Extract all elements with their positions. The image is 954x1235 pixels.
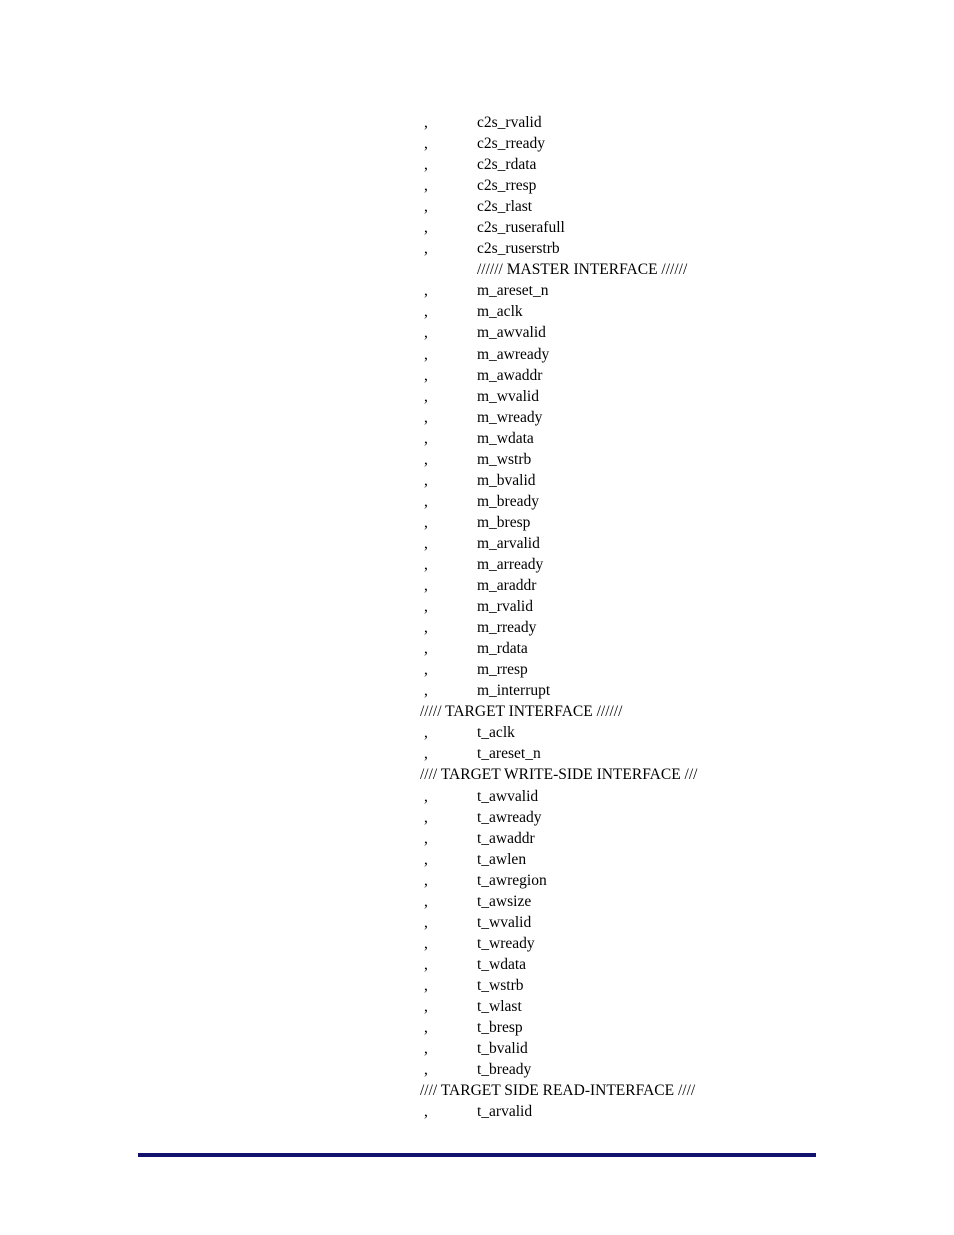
section-header: //// TARGET WRITE-SIDE INTERFACE /// xyxy=(420,766,698,784)
signal-line xyxy=(0,912,954,933)
signal-line xyxy=(0,1038,954,1059)
signal-comma: , xyxy=(424,387,428,405)
signal-comma: , xyxy=(424,1061,428,1079)
signal-comma: , xyxy=(424,787,428,805)
signal-comma: , xyxy=(424,661,428,679)
signal-comma: , xyxy=(424,997,428,1015)
signal-comma: , xyxy=(424,534,428,552)
signal-comma: , xyxy=(424,934,428,952)
signal-line xyxy=(0,470,954,491)
signal-line xyxy=(0,133,954,154)
signal-line xyxy=(0,154,954,175)
signal-comma: , xyxy=(424,1019,428,1037)
signal-name: m_arvalid xyxy=(477,534,540,552)
signal-name: m_bvalid xyxy=(477,471,536,489)
signal-comma: , xyxy=(424,1040,428,1058)
signal-comma: , xyxy=(424,913,428,931)
signal-line xyxy=(0,933,954,954)
signal-comma: , xyxy=(424,555,428,573)
signal-name: c2s_rresp xyxy=(477,177,537,195)
signal-name: m_awaddr xyxy=(477,366,543,384)
signal-comma: , xyxy=(424,513,428,531)
signal-name: m_rready xyxy=(477,619,537,637)
signal-comma: , xyxy=(424,135,428,153)
signal-comma: , xyxy=(424,871,428,889)
signal-name: c2s_ruserstrb xyxy=(477,240,560,258)
signal-name: m_rdata xyxy=(477,640,528,658)
signal-comma: , xyxy=(424,198,428,216)
signal-line xyxy=(0,743,954,764)
signal-name: c2s_rdata xyxy=(477,156,537,174)
signal-name: t_wstrb xyxy=(477,976,524,994)
signal-line xyxy=(0,659,954,680)
signal-name: c2s_rvalid xyxy=(477,114,542,131)
section-header-line xyxy=(0,701,954,722)
signal-line xyxy=(0,491,954,512)
signal-comma: , xyxy=(424,114,428,131)
signal-name: m_rresp xyxy=(477,661,528,679)
signal-name: t_wvalid xyxy=(477,913,532,931)
signal-name: m_wdata xyxy=(477,429,534,447)
signal-name: m_wvalid xyxy=(477,387,539,405)
signal-line xyxy=(0,533,954,554)
signal-comma: , xyxy=(424,156,428,174)
signal-name: m_interrupt xyxy=(477,682,551,700)
signal-line xyxy=(0,722,954,743)
signal-name: c2s_rready xyxy=(477,135,545,153)
signal-name: m_rvalid xyxy=(477,598,533,616)
signal-comma: , xyxy=(424,619,428,637)
signal-line xyxy=(0,449,954,470)
signal-comma: , xyxy=(424,1103,428,1121)
footer-rule xyxy=(138,1153,816,1157)
signal-comma: , xyxy=(424,450,428,468)
signal-name: t_awaddr xyxy=(477,829,535,847)
signal-line xyxy=(0,617,954,638)
signal-comma: , xyxy=(424,682,428,700)
signal-line xyxy=(0,828,954,849)
signal-line xyxy=(0,975,954,996)
signal-comma: , xyxy=(424,598,428,616)
signal-comma: , xyxy=(424,850,428,868)
signal-name: m_arready xyxy=(477,555,544,573)
signal-line xyxy=(0,849,954,870)
signal-line xyxy=(0,217,954,238)
signal-name: m_aclk xyxy=(477,303,523,321)
signal-line xyxy=(0,554,954,575)
signal-name: t_wdata xyxy=(477,955,527,973)
signal-line xyxy=(0,596,954,617)
signal-line xyxy=(0,175,954,196)
signal-comma: , xyxy=(424,892,428,910)
section-header-line xyxy=(0,259,954,280)
signal-comma: , xyxy=(424,976,428,994)
signal-name: m_araddr xyxy=(477,577,537,595)
signal-line xyxy=(0,891,954,912)
signal-comma: , xyxy=(424,177,428,195)
signal-line xyxy=(0,365,954,386)
signal-line xyxy=(0,196,954,217)
signal-name: t_bresp xyxy=(477,1019,523,1037)
signal-line xyxy=(0,322,954,343)
signal-comma: , xyxy=(424,724,428,742)
signal-line xyxy=(0,954,954,975)
signal-line xyxy=(0,680,954,701)
signal-name: m_awvalid xyxy=(477,324,546,342)
section-header: ///// TARGET INTERFACE ////// xyxy=(420,703,623,721)
section-header: //// TARGET SIDE READ-INTERFACE //// xyxy=(420,1082,696,1100)
signal-name: t_awvalid xyxy=(477,787,539,805)
signal-comma: , xyxy=(424,366,428,384)
signal-line xyxy=(0,238,954,259)
signal-line xyxy=(0,638,954,659)
signal-comma: , xyxy=(424,808,428,826)
signal-comma: , xyxy=(424,471,428,489)
signal-line xyxy=(0,575,954,596)
signal-name: t_aclk xyxy=(477,724,515,742)
signal-comma: , xyxy=(424,240,428,258)
signal-name: m_awready xyxy=(477,345,550,363)
signal-line xyxy=(0,407,954,428)
signal-name: c2s_ruserafull xyxy=(477,219,565,237)
signal-line xyxy=(0,301,954,322)
signal-comma: , xyxy=(424,577,428,595)
signal-comma: , xyxy=(424,429,428,447)
signal-name: t_bvalid xyxy=(477,1040,528,1058)
signal-comma: , xyxy=(424,345,428,363)
signal-line xyxy=(0,1017,954,1038)
signal-comma: , xyxy=(424,492,428,510)
signal-line xyxy=(0,1101,954,1122)
signal-comma: , xyxy=(424,955,428,973)
signal-line xyxy=(0,386,954,407)
signal-name: t_wready xyxy=(477,934,535,952)
signal-comma: , xyxy=(424,640,428,658)
signal-comma: , xyxy=(424,219,428,237)
signal-name: t_wlast xyxy=(477,997,522,1015)
signal-line xyxy=(0,807,954,828)
signal-line xyxy=(0,344,954,365)
signal-name: t_areset_n xyxy=(477,745,541,763)
signal-line xyxy=(0,280,954,301)
signal-line xyxy=(0,428,954,449)
signal-comma: , xyxy=(424,408,428,426)
signal-comma: , xyxy=(424,324,428,342)
signal-comma: , xyxy=(424,745,428,763)
section-header-line xyxy=(0,1080,954,1101)
signal-name: m_areset_n xyxy=(477,282,549,300)
signal-name: c2s_rlast xyxy=(477,198,533,216)
code-listing xyxy=(0,112,954,1122)
signal-name: t_awregion xyxy=(477,871,547,889)
signal-name: m_wready xyxy=(477,408,543,426)
signal-name: t_arvalid xyxy=(477,1103,533,1121)
signal-line xyxy=(0,870,954,891)
signal-name: t_awsize xyxy=(477,892,532,910)
signal-line xyxy=(0,996,954,1017)
signal-line xyxy=(0,112,954,133)
signal-line xyxy=(0,786,954,807)
signal-name: t_awlen xyxy=(477,850,527,868)
signal-name: m_bresp xyxy=(477,513,531,531)
signal-comma: , xyxy=(424,303,428,321)
section-header-line xyxy=(0,764,954,785)
section-header: ////// MASTER INTERFACE ////// xyxy=(477,261,688,279)
signal-comma: , xyxy=(424,282,428,300)
signal-comma: , xyxy=(424,829,428,847)
signal-name: t_bready xyxy=(477,1061,532,1079)
signal-line xyxy=(0,1059,954,1080)
signal-line xyxy=(0,512,954,533)
signal-name: t_awready xyxy=(477,808,542,826)
signal-name: m_wstrb xyxy=(477,450,532,468)
signal-name: m_bready xyxy=(477,492,539,510)
